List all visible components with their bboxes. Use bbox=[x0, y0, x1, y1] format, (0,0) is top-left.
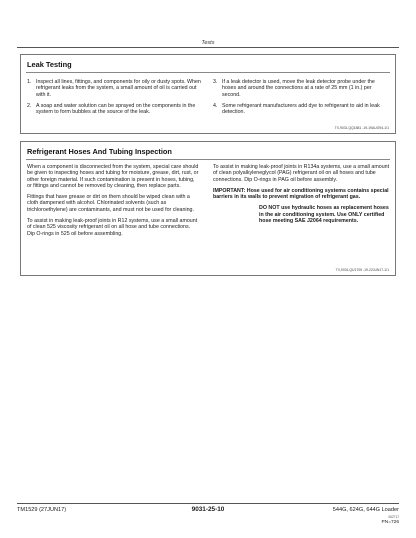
left-column bbox=[27, 79, 202, 120]
list-item bbox=[213, 103, 389, 116]
page-code: 9031-25-10 bbox=[191, 506, 225, 513]
reference-code: TX,9031,QU1705 -19-22JUN17-1/1 bbox=[335, 268, 389, 272]
hoses-inspection-section bbox=[20, 141, 396, 276]
section-title: Refrigerant Hoses And Tubing Inspection bbox=[27, 147, 172, 156]
important-note: DO NOT use hydraulic hoses as replacement hoses in the air conditioning system. Use ONLY certified hose meeting SAE J2064 requirements. bbox=[259, 205, 389, 225]
important-text: Hose used for air conditioning systems contains special barriers in its walls to prevent migration of refrigerant gas. bbox=[213, 187, 389, 201]
manual-id: TM1529 (27JUN17) bbox=[17, 507, 67, 513]
important-notice bbox=[213, 188, 391, 201]
item-text: Some refrigerant manufacturers add dye to refrigerant to aid in leak detection. bbox=[222, 102, 380, 116]
item-number: 2. bbox=[27, 102, 32, 109]
list-item bbox=[27, 79, 202, 98]
header-title: Tests bbox=[201, 40, 215, 46]
paragraph: When a component is disconnected from the system, special care should be given to inspecting hoses and tubing for moisture, grease, dirt, rust, or other foreign material. If such contamination is present in hoses, tubing, or fittings and cannot be removed by cleaning, then replace parts. bbox=[27, 164, 199, 189]
footer-rule bbox=[17, 503, 399, 504]
reference-code: TX,9031,QQ1881 -19-19AUG94-1/1 bbox=[334, 126, 389, 130]
paragraph: Fittings that have grease or dirt on them should be wiped clean with a cloth dampened with alcohol. Chlorinated solvents (such as trichloroethylene) are contaminants, and must not be used for cleaning. bbox=[27, 194, 194, 213]
section-title: Leak Testing bbox=[27, 60, 72, 69]
item-number: 4. bbox=[213, 102, 218, 109]
item-text: If a leak detector is used, move the leak detector probe under the hoses and around the connections at a rate of 25 mm (1 in.) per second. bbox=[222, 79, 375, 98]
page-number: PN=726 bbox=[381, 520, 399, 525]
item-text: Inspect all lines, fittings, and components for oily or dusty spots. When refrigerant leaks from the system, a small amount of oil is carried out with it. bbox=[36, 79, 201, 98]
section-rule bbox=[26, 72, 390, 73]
header-rule bbox=[17, 47, 399, 48]
section-rule bbox=[26, 159, 390, 160]
important-label: IMPORTANT: bbox=[213, 187, 246, 194]
item-number: 1. bbox=[27, 79, 32, 85]
item-number: 3. bbox=[213, 79, 218, 85]
machine-models: 544G, 624G, 644G Loader bbox=[332, 507, 399, 513]
right-column bbox=[213, 164, 391, 229]
list-item bbox=[27, 103, 202, 116]
paragraph: To assist in making leak-proof joints in R12 systems, use a small amount of clean 525 viscosity refrigerant oil on all hose and tube connections. Dip O-rings in 525 oil before assembling. bbox=[27, 218, 198, 237]
left-column bbox=[27, 164, 199, 242]
item-text: A soap and water solution can be sprayed on the components in the system to form bubbles at the source of the leak. bbox=[36, 102, 196, 116]
paragraph: To assist in making leak-proof joints in R134a systems, use a small amount of clean polyalkyleneglycol (PAG) refrigerant oil on all hoses and tube connections. Dip O-rings in PAG oil before assembly. bbox=[213, 164, 390, 183]
list-item bbox=[213, 79, 389, 98]
footer-date: 062717 bbox=[388, 515, 399, 519]
leak-testing-section bbox=[20, 54, 396, 134]
right-column bbox=[213, 79, 389, 120]
